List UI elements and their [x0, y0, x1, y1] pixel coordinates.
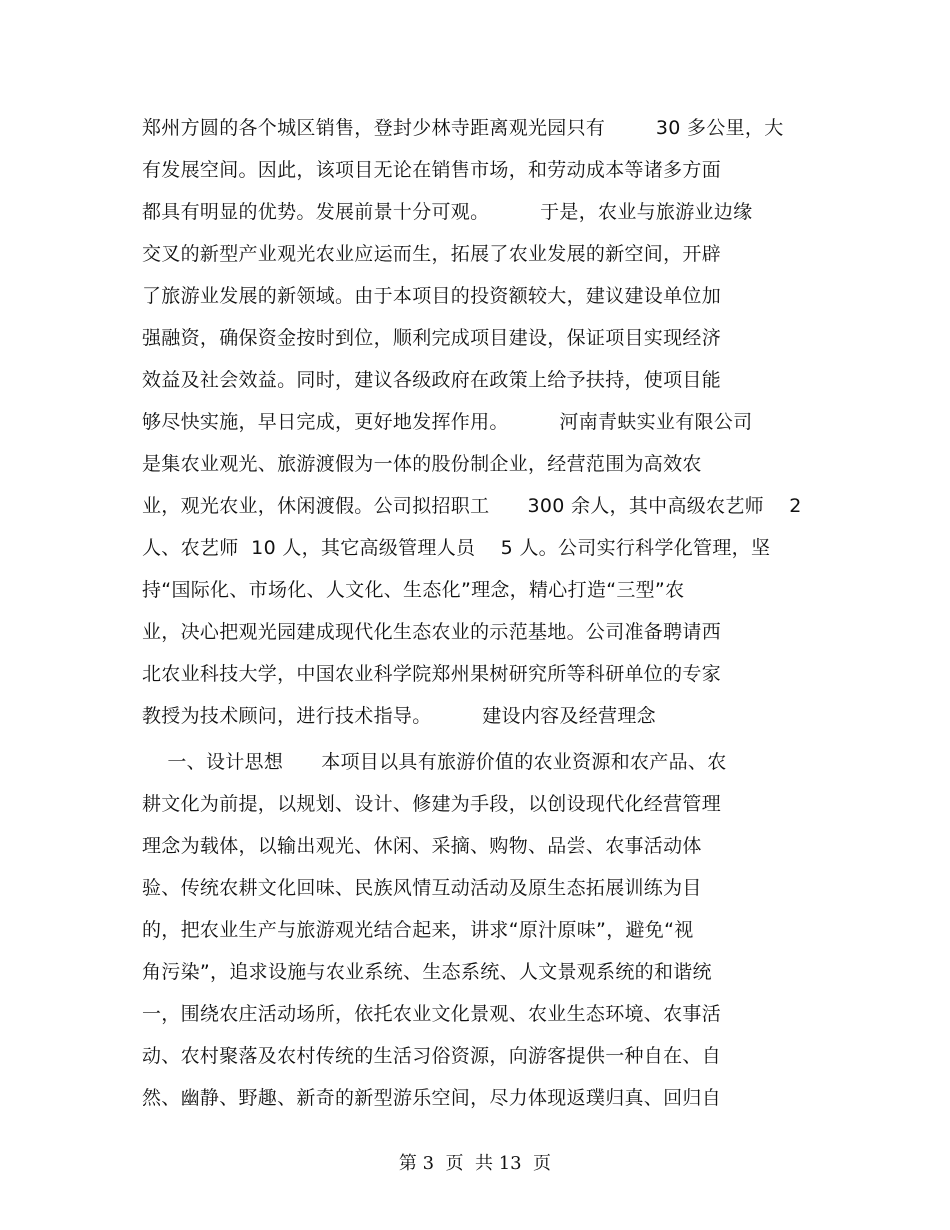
body-text-line: 北农业科技大学，中国农业科学院郑州果树研究所等科研单位的专家: [142, 663, 722, 685]
body-text-line: 业，决心把观光园建成现代化生态农业的示范基地。公司准备聘请西: [142, 621, 722, 643]
body-text-line: 一，围绕农庄活动场所，依托农业文化景观、农业生态环境、农事活: [142, 1003, 722, 1025]
body-text-line: 持“国际化、市场化、人文化、生态化”理念，精心打造“三型”农: [142, 579, 685, 601]
body-text-line: 是集农业观光、旅游渡假为一体的股份制企业，经营范围为高效农: [142, 453, 702, 475]
body-text-line: 有发展空间。因此，该项目无论在销售市场，和劳动成本等诸多方面: [142, 159, 722, 181]
body-text-line: 够尽快实施，早日完成，更好地发挥作用。 河南青蚨实业有限公司: [142, 411, 753, 433]
body-text-line: 的，把农业生产与旅游观光结合起来，讲求“原汁原味”，避免“视: [142, 919, 694, 941]
body-text-line: 一、设计思想 本项目以具有旅游价值的农业资源和农产品、农: [142, 751, 727, 773]
body-text-line: 郑州方圆的各个城区销售，登封少林寺距离观光园只有 30 多公里，大: [142, 117, 784, 139]
body-text-line: 人、农艺师 10 人，其它高级管理人员 5 人。公司实行科学化管理，坚: [142, 537, 771, 559]
page-number-footer: 第 3 页 共 13 页: [398, 1153, 552, 1174]
body-text-line: 效益及社会效益。同时，建议各级政府在政策上给予扶持，使项目能: [142, 369, 722, 391]
body-text-line: 了旅游业发展的新领域。由于本项目的投资额较大，建议建设单位加: [142, 285, 722, 307]
body-text-line: 都具有明显的优势。发展前景十分可观。 于是，农业与旅游业边缘: [142, 201, 753, 223]
body-text-line: 理念为载体，以输出观光、休闲、采摘、购物、品尝、农事活动体: [142, 835, 702, 857]
body-text-line: 角污染”，追求设施与农业系统、生态系统、人文景观系统的和谐统: [142, 961, 712, 983]
body-text-line: 教授为技术顾问，进行技术指导。 建设内容及经营理念: [142, 705, 656, 727]
body-text-line: 强融资，确保资金按时到位，顺利完成项目建设，保证项目实现经济: [142, 327, 722, 349]
body-text-line: 验、传统农耕文化回味、民族风情互动活动及原生态拓展训练为目: [142, 877, 702, 899]
body-text-line: 然、幽静、野趣、新奇的新型游乐空间，尽力体现返璞归真、回归自: [142, 1087, 722, 1109]
body-text-line: 耕文化为前提，以规划、设计、修建为手段，以创设现代化经营管理: [142, 793, 722, 815]
body-text-line: 业，观光农业，休闲渡假。公司拟招职工 300 余人，其中高级农艺师 2: [142, 495, 802, 517]
body-text-line: 动、农村聚落及农村传统的生活习俗资源，向游客提供一种自在、自: [142, 1045, 722, 1067]
body-text-line: 交叉的新型产业观光农业应运而生，拓展了农业发展的新空间，开辟: [142, 243, 722, 265]
